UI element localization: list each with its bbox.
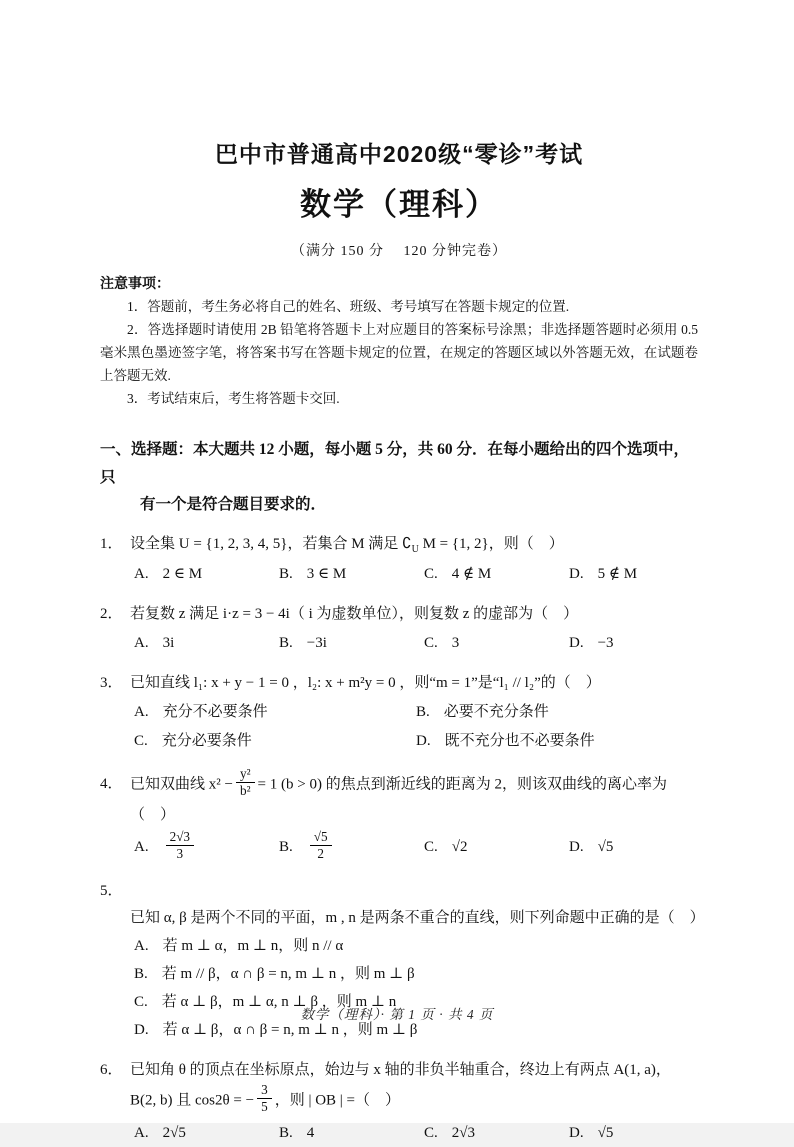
question-6-options (100, 1120, 698, 1147)
question-1-stem (100, 531, 698, 559)
section-heading-line2: 有一个是符合题目要求的． (140, 495, 327, 513)
stem-text: ，则 | OB | =（ ） (274, 1092, 401, 1109)
option-label: B. (279, 565, 293, 582)
option-label: B. (279, 1124, 293, 1141)
option-text: 3i (162, 634, 175, 651)
option-label: A. (134, 634, 149, 651)
score-line: （满分 150 分 120 分钟完卷） (291, 244, 507, 259)
section-heading-label: 一、选择题： (100, 441, 194, 459)
option-a (134, 630, 279, 657)
option-d (569, 1120, 613, 1147)
notes-label: 注意事项： (100, 275, 170, 291)
question-6-stem (100, 1057, 698, 1118)
stem-text: = 1 (b > 0) 的焦点到渐近线的距离为 2，则该双曲线的离心率为（ ） (130, 776, 667, 823)
question-3-options-row-1 (100, 699, 698, 726)
option-text: 5 ∉ M (597, 565, 638, 582)
question-1 (100, 531, 698, 588)
fraction (310, 829, 332, 863)
option-label: C. (424, 839, 438, 856)
option-d (569, 561, 637, 588)
fraction-denominator: 3 (176, 846, 184, 862)
option-label: C. (424, 1124, 438, 1141)
page-footer: 数学（理科）· 第 1 页 · 共 4 页 (300, 1007, 494, 1022)
option-b (279, 630, 424, 657)
option-b (279, 561, 424, 588)
stem-text: 若复数 z 满足 i·z = 3 − 4i（ i 为虚数单位），则复数 z 的虚部为（ ） (130, 605, 579, 622)
option-label: A. (134, 565, 149, 582)
option-c (424, 834, 569, 861)
option-text: −3i (306, 634, 327, 651)
question-3-stem (100, 670, 698, 697)
option-text: 2 ∈ M (162, 565, 203, 582)
option-label: A. (134, 839, 149, 856)
option-label: A. (134, 937, 149, 954)
option-label: A. (134, 703, 149, 720)
stem-text: 已知直线 l₁: x + y − 1 = 0 ，l₂: x + m²y = 0 ，则“m = 1”是“l₁ // l₂”的（ ） (130, 674, 601, 691)
option-b (279, 1120, 424, 1147)
option-text: 4 (306, 1124, 315, 1141)
question-number: 1． (100, 535, 123, 552)
fraction (257, 1082, 272, 1116)
option-text: √2 (451, 839, 468, 856)
option-d (569, 630, 614, 657)
option-text: 充分不必要条件 (162, 703, 268, 720)
exam-subject: 数学（理科） (300, 187, 498, 222)
option-a (134, 699, 416, 726)
option-label: B. (279, 634, 293, 651)
option-label: C. (424, 634, 438, 651)
option-label: D. (569, 565, 584, 582)
section-heading-text: 本大题共 12 小题，每小题 5 分，共 60 分．在每小题给出的四个选项中，只 (100, 441, 690, 486)
question-2-stem (100, 601, 698, 628)
option-label: A. (134, 1124, 149, 1141)
option-text: 既不充分也不必要条件 (444, 732, 595, 749)
option-a (134, 561, 279, 588)
option-c (424, 1120, 569, 1147)
question-4 (100, 765, 698, 865)
option-label: D. (134, 1021, 149, 1038)
fraction (236, 766, 255, 800)
question-6 (100, 1057, 698, 1147)
option-label: D. (416, 732, 431, 749)
note-item-2: 2．答选择题时请使用 2B 铅笔将答题卡上对应题目的答案标号涂黑；非选择题答题时必须用 0.5 毫米黑色墨迹签字笔，将答案书写在答题卡规定的位置，在规定的答题区域以外答题无效，在试题卷上答题无效. (100, 321, 698, 383)
option-label: C. (134, 732, 148, 749)
option-text: 若 m ⊥ α，m ⊥ n，则 n // α (162, 937, 344, 954)
option-b (416, 699, 698, 726)
option-text: 3 (451, 634, 460, 651)
option-b (279, 828, 424, 865)
option-label: C. (134, 993, 148, 1010)
fraction-denominator: 2 (317, 846, 324, 862)
option-text: −3 (597, 634, 614, 651)
stem-text: M = {1, 2}，则（ ） (418, 535, 564, 552)
section-heading (100, 436, 698, 517)
stem-text: 已知双曲线 x² − (130, 776, 233, 793)
option-d (569, 834, 613, 861)
question-number: 6． (100, 1061, 123, 1078)
option-label: B. (279, 839, 293, 856)
option-d (416, 728, 698, 755)
option-label: D. (569, 839, 584, 856)
option-label: C. (424, 565, 438, 582)
option-a (134, 828, 279, 865)
option-text: 3 ∈ M (306, 565, 347, 582)
question-3 (100, 670, 698, 755)
stem-text: B(2, b) 且 cos2θ = − (130, 1092, 255, 1109)
question-5-stem (100, 878, 705, 932)
exam-title: 巴中市普通高中2020级“零诊”考试 (214, 141, 584, 167)
option-text: √5 (597, 839, 614, 856)
fraction-numerator: 3 (257, 1082, 272, 1100)
note-item-1: 1．答题前，考生务必将自己的姓名、班级、考号填写在答题卡规定的位置. (127, 298, 570, 314)
question-number: 4． (100, 776, 123, 793)
fraction (166, 829, 194, 863)
stem-text: 已知 α, β 是两个不同的平面，m , n 是两条不重合的直线，则下列命题中正确的是（ ） (130, 909, 705, 926)
option-c (424, 561, 569, 588)
option-label: B. (134, 965, 148, 982)
stem-text: 设全集 U = {1, 2, 3, 4, 5}，若集合 M 满足 ∁ (130, 535, 412, 552)
option-text: 若 m // β，α ∩ β = n, m ⊥ n ，则 m ⊥ β (161, 965, 415, 982)
option-label: D. (569, 1124, 584, 1141)
option-text: √5 (597, 1124, 614, 1141)
question-2 (100, 601, 698, 657)
question-3-options-row-2 (100, 728, 698, 755)
option-a (100, 933, 698, 960)
question-4-options (100, 828, 698, 865)
option-text: 2√3 (451, 1124, 475, 1141)
option-text: 若 α ⊥ β，α ∩ β = n, m ⊥ n ，则 m ⊥ β (162, 1021, 418, 1038)
question-2-options (100, 630, 698, 657)
option-c (134, 728, 416, 755)
option-a (134, 1120, 279, 1147)
option-c (424, 630, 569, 657)
option-text: 2√5 (162, 1124, 186, 1141)
option-label: B. (416, 703, 430, 720)
option-b (100, 961, 698, 988)
question-1-options (100, 561, 698, 588)
option-text: 若 α ⊥ β，m ⊥ α, n ⊥ β ，则 m ⊥ n (161, 993, 397, 1010)
option-text: 必要不充分条件 (443, 703, 549, 720)
option-label: D. (569, 634, 584, 651)
stem-text: 已知角 θ 的顶点在坐标原点，始边与 x 轴的非负半轴重合，终边上有两点 A(1, a)， (130, 1061, 671, 1078)
fraction-numerator: √5 (310, 829, 332, 847)
option-text: 充分必要条件 (161, 732, 252, 749)
question-4-stem (100, 765, 698, 829)
question-number: 3． (100, 674, 123, 691)
complement-subscript: U (411, 543, 419, 555)
fraction-denominator: 5 (261, 1099, 268, 1115)
notes-section (100, 272, 698, 410)
fraction-numerator: 2√3 (166, 829, 194, 847)
option-text: 4 ∉ M (451, 565, 492, 582)
fraction-denominator: b² (239, 783, 251, 799)
note-item-3: 3．考试结束后，考生将答题卡交回. (127, 390, 340, 406)
question-number: 2． (100, 605, 123, 622)
question-number: 5． (100, 882, 123, 899)
fraction-numerator: y² (236, 766, 255, 784)
